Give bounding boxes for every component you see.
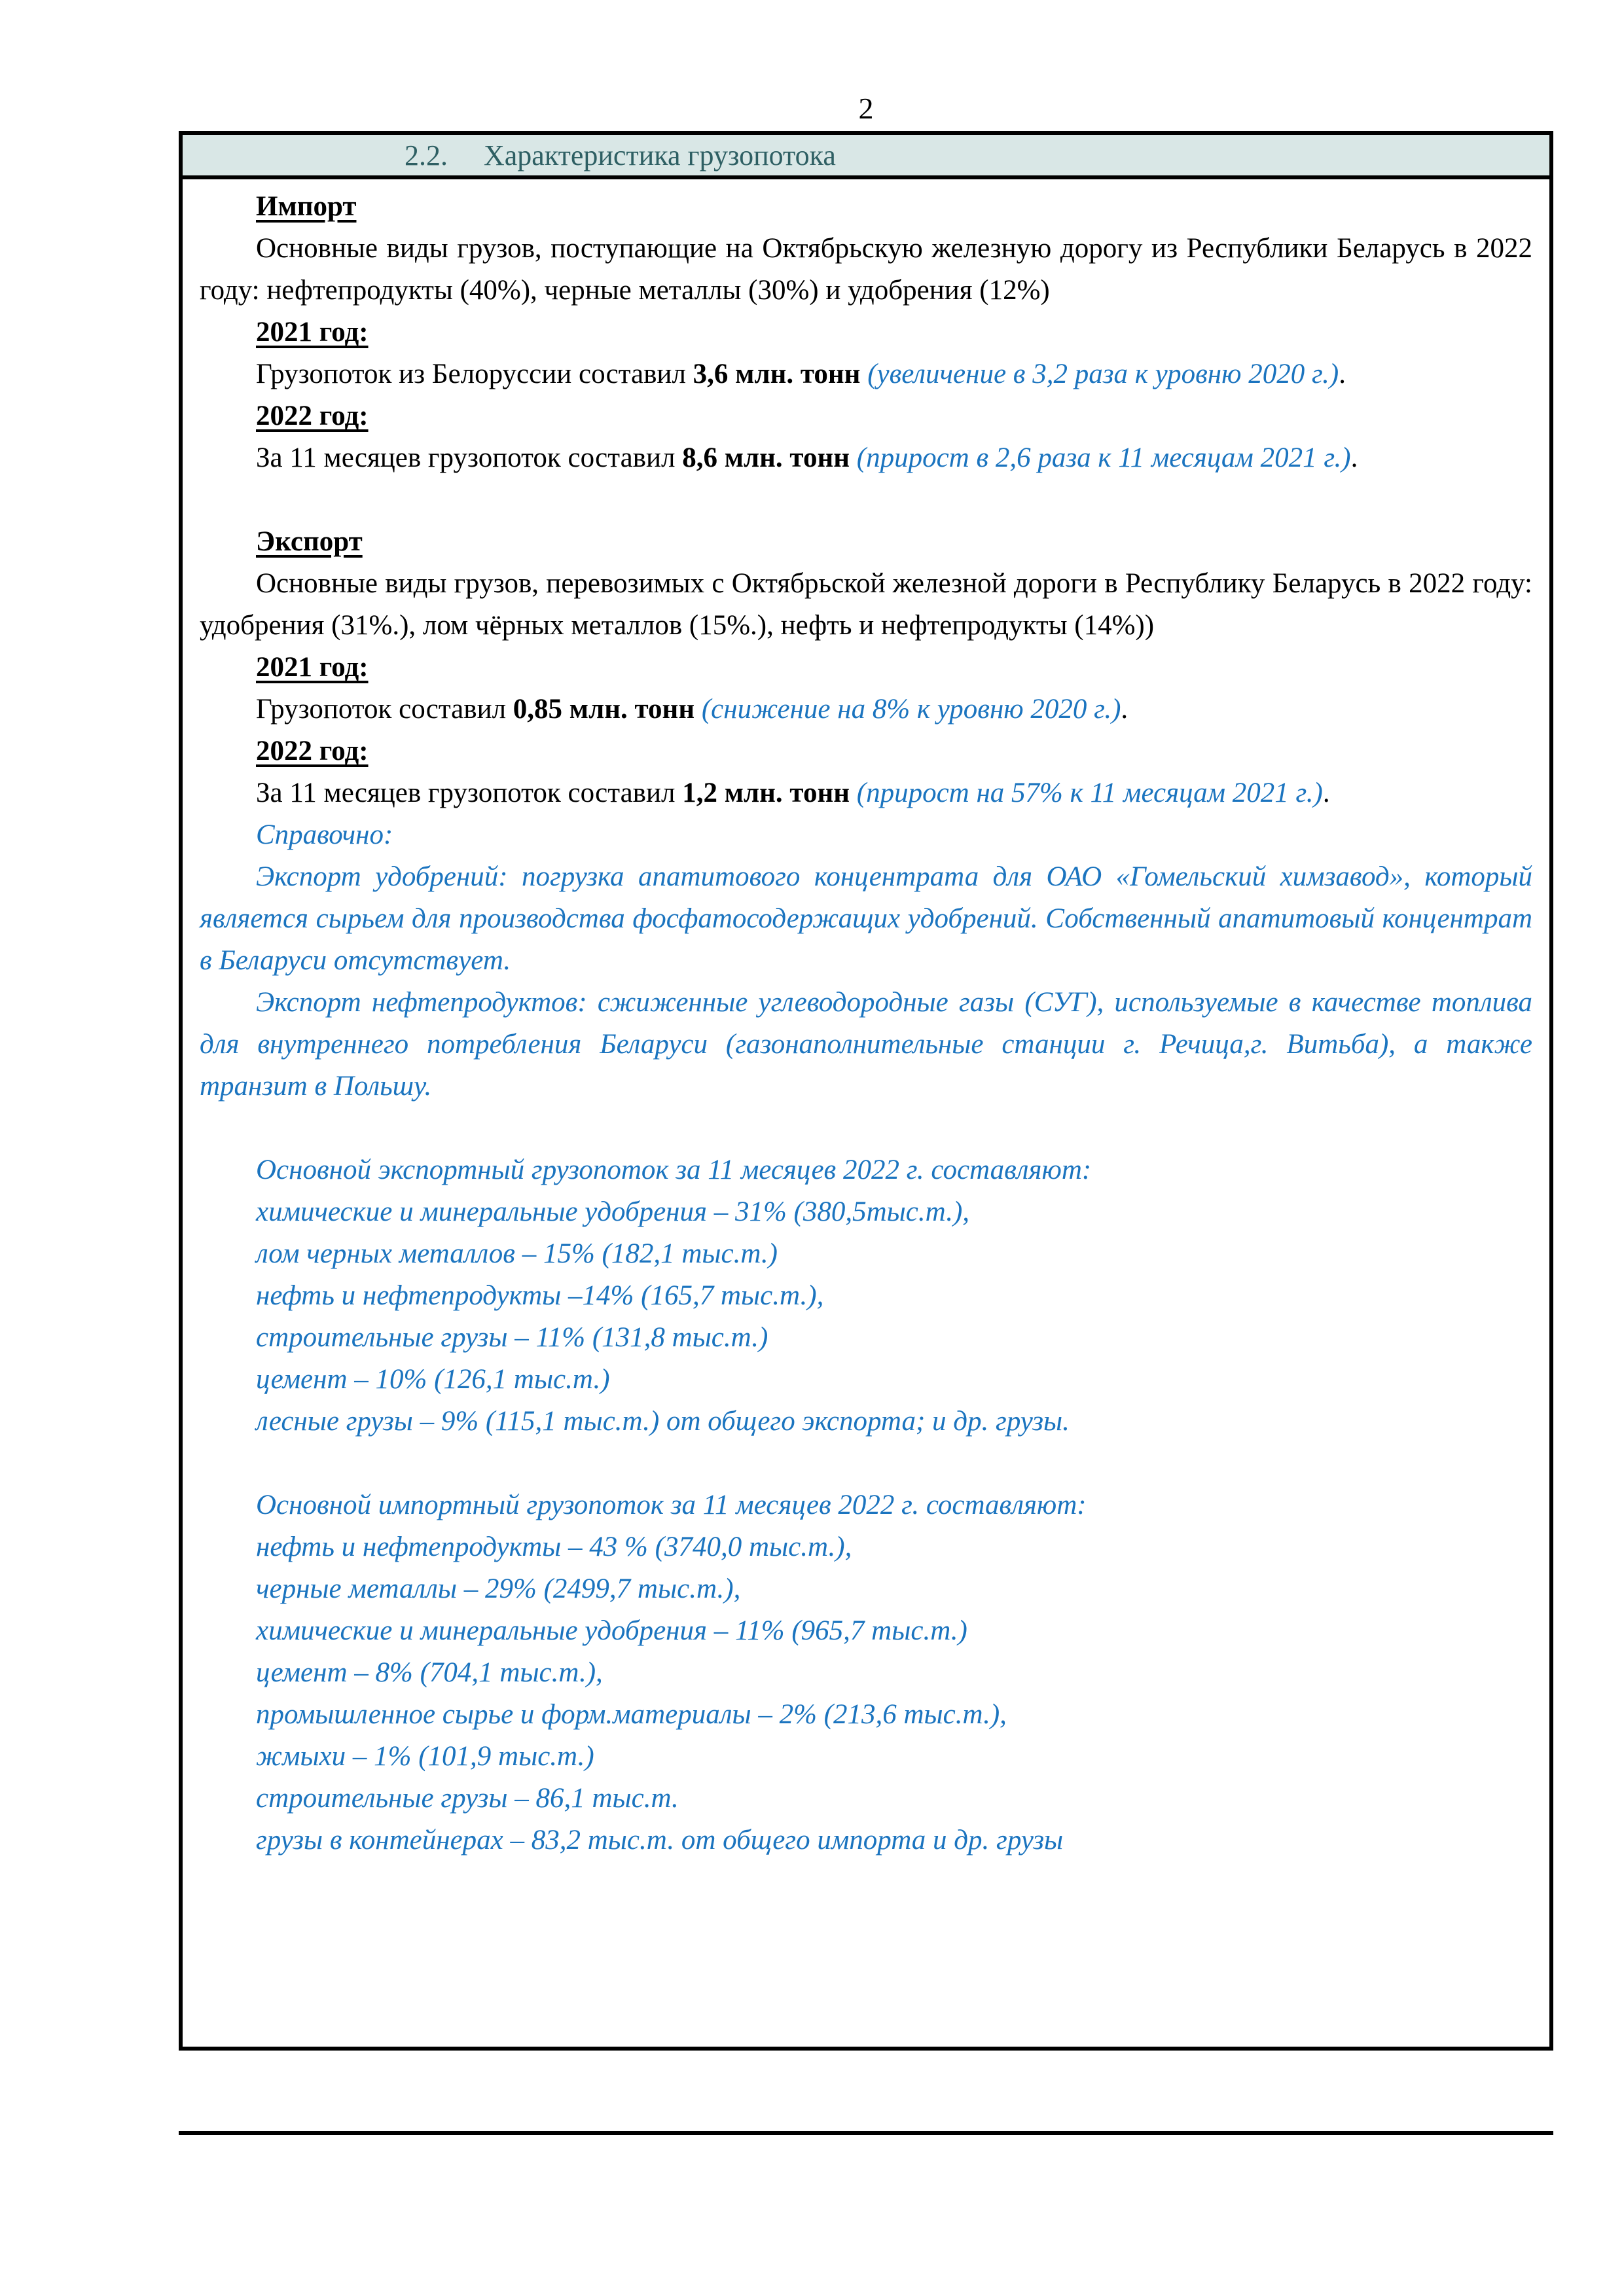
section-header (183, 135, 1549, 179)
import-2021-note: (увеличение в 3,2 раза к уровню 2020 г.) (860, 359, 1339, 389)
reference-fertilizers: Экспорт удобрений: погрузка апатитового концентрата для ОАО «Гомельский химзавод», который является сырьем для производства фосфатосодержащих удобрений. Собственный апатитовый концентрат в Беларуси отсутствует. (200, 861, 1532, 976)
export-breakdown-item: цемент – 10% (126,1 тыс.т.) (256, 1364, 610, 1395)
reference-oil: Экспорт нефтепродуктов: сжиженные углеводородные газы (СУГ), используемые в качестве топлива для внутреннего потребления Беларуси (газонаполнительные станции г. Речица,г. Витьба), а также транзит в Польшу. (200, 987, 1532, 1102)
export-breakdown-item: нефть и нефтепродукты –14% (165,7 тыс.т.), (256, 1280, 824, 1311)
export-2022-note: (прирост на 57% к 11 месяцам 2021 г.) (850, 778, 1323, 808)
import-breakdown-item: жмыхи – 1% (101,9 тыс.т.) (256, 1741, 594, 1772)
import-2022-tail: . (1350, 442, 1358, 473)
import-heading-label: Импорт (256, 191, 357, 222)
export-2022-value: 1,2 млн. тонн (682, 778, 850, 808)
import-2022-line (200, 437, 1532, 479)
import-breakdown-item: промышленное сырье и форм.материалы – 2% (213,6 тыс.т.), (256, 1699, 1007, 1730)
import-2021-value: 3,6 млн. тонн (693, 359, 861, 389)
section-number: 2.2. (405, 139, 448, 171)
export-2021-note: (снижение на 8% к уровню 2020 г.) (695, 694, 1121, 725)
import-2022-note: (прирост в 2,6 раза к 11 месяцам 2021 г.) (850, 442, 1351, 473)
export-breakdown-item: химические и минеральные удобрения – 31% (380,5тыс.т.), (256, 1196, 970, 1227)
import-breakdown-item: химические и минеральные удобрения – 11% (965,7 тыс.т.) (256, 1615, 967, 1646)
export-breakdown-item: строительные грузы – 11% (131,8 тыс.т.) (256, 1322, 768, 1353)
import-breakdown-item: грузы в контейнерах – 83,2 тыс.т. от общего импорта и др. грузы (256, 1825, 1064, 1856)
export-2021-label: 2021 год: (256, 652, 369, 683)
cargo-flow-table (179, 131, 1553, 2051)
import-2022-label: 2022 год: (256, 401, 369, 431)
import-breakdown-item: цемент – 8% (704,1 тыс.т.), (256, 1657, 603, 1688)
import-breakdown-item: черные металлы – 29% (2499,7 тыс.т.), (256, 1573, 741, 1604)
export-2022-label: 2022 год: (256, 736, 369, 766)
export-2022-tail: . (1322, 778, 1330, 808)
export-2021-value: 0,85 млн. тонн (513, 694, 695, 725)
reference-label: Справочно: (256, 819, 393, 850)
export-2022-lead: За 11 месяцев грузопоток составил (256, 778, 683, 808)
export-2021-line (200, 689, 1532, 730)
export-breakdown-item: лом черных металлов – 15% (182,1 тыс.т.) (256, 1238, 778, 1269)
import-intro: Основные виды грузов, поступающие на Октябрьскую железную дорогу из Республики Беларусь в 2022 году: нефтепродукты (40%), черные металлы (30%) и удобрения (12%) (200, 233, 1532, 306)
export-heading (200, 521, 1532, 563)
table-body (183, 179, 1549, 1861)
export-heading-label: Экспорт (256, 526, 363, 557)
export-2021-tail: . (1121, 694, 1128, 725)
import-2022-value: 8,6 млн. тонн (682, 442, 850, 473)
page-number: 2 (858, 92, 874, 125)
import-breakdown-item: нефть и нефтепродукты – 43 % (3740,0 тыс.т.), (256, 1532, 852, 1562)
export-2022-line (200, 772, 1532, 814)
import-breakdown-item: строительные грузы – 86,1 тыс.т. (256, 1783, 679, 1814)
import-2021-line (200, 353, 1532, 395)
export-breakdown-item: лесные грузы – 9% (115,1 тыс.т.) от общего экспорта; и др. грузы. (256, 1406, 1070, 1437)
footer-divider (179, 2131, 1553, 2135)
import-heading (200, 186, 1532, 228)
export-2021-lead: Грузопоток составил (256, 694, 513, 725)
import-2021-tail: . (1339, 359, 1346, 389)
export-intro: Основные виды грузов, перевозимых с Октябрьской железной дороги в Республику Беларусь в 2022 году: удобрения (31%.), лом чёрных металлов (15%.), нефть и нефтепродукты (14%)) (200, 568, 1532, 641)
import-2022-lead: За 11 месяцев грузопоток составил (256, 442, 683, 473)
import-2021-label: 2021 год: (256, 317, 369, 348)
blank-line (200, 1107, 1532, 1149)
section-title: Характеристика грузопотока (484, 139, 836, 171)
import-2021-lead: Грузопоток из Белоруссии составил (256, 359, 693, 389)
export-breakdown-title: Основной экспортный грузопоток за 11 месяцев 2022 г. составляют: (256, 1155, 1092, 1185)
blank-line (200, 1443, 1532, 1484)
blank-line (200, 479, 1532, 521)
import-breakdown-title: Основной импортный грузопоток за 11 месяцев 2022 г. составляют: (256, 1490, 1087, 1520)
